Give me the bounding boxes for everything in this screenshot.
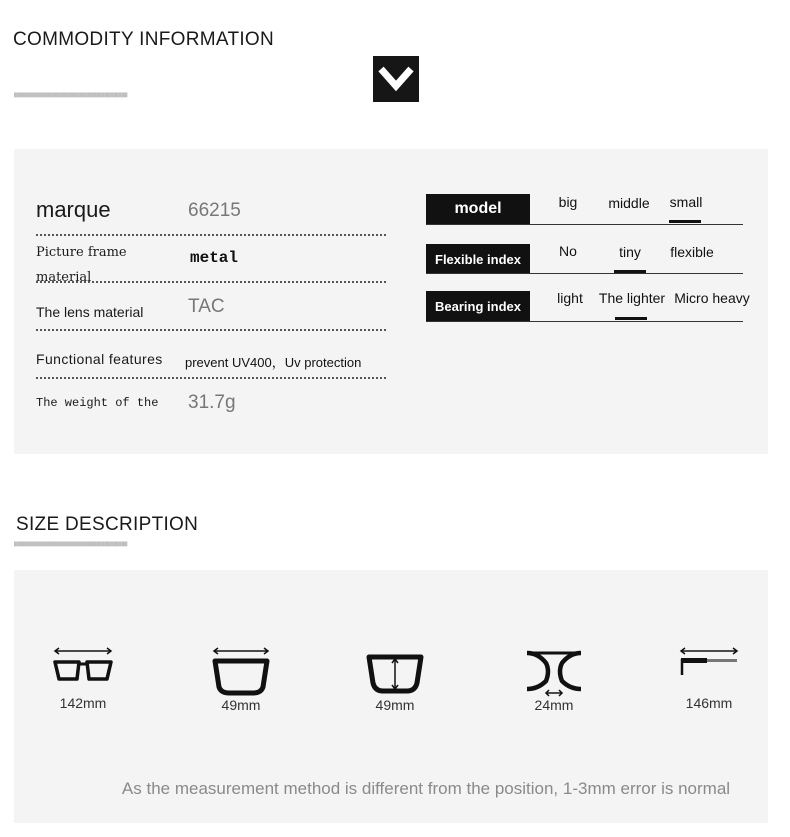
spec-label: marque xyxy=(36,197,111,222)
dotted-divider xyxy=(36,281,386,283)
rating-option: middle xyxy=(608,195,650,211)
size-section-title: SIZE DESCRIPTION xyxy=(16,514,199,535)
spec-label: The weight of the xyxy=(36,396,159,410)
spec-value: 31.7g xyxy=(188,392,236,413)
lens-height-icon xyxy=(365,645,425,697)
spec-label: Functional features xyxy=(36,351,163,367)
spec-row-lens-material xyxy=(36,295,386,323)
bridge-width-icon xyxy=(524,645,584,697)
faint-caption: ████████████████████████████████████████ xyxy=(14,541,128,546)
size-item-lens-height xyxy=(340,645,450,713)
size-value: 142mm xyxy=(59,695,107,711)
commodity-section-title: COMMODITY INFORMATION xyxy=(13,29,275,50)
spec-value: 66215 xyxy=(188,200,241,221)
size-value: 24mm xyxy=(534,697,574,713)
rating-underline xyxy=(426,224,743,225)
rating-option: big xyxy=(558,194,578,210)
spec-row-frame-material xyxy=(36,240,386,284)
faint-caption: ████████████████████████████████████████ xyxy=(14,92,128,97)
commodity-info-panel xyxy=(14,149,768,454)
size-item-temple-length xyxy=(654,645,764,711)
rating-label-flexible-index: Flexible index xyxy=(426,244,530,274)
size-panel xyxy=(14,570,768,823)
temple-length-icon xyxy=(677,645,741,685)
spec-value: metal xyxy=(190,249,239,267)
rating-selected-indicator xyxy=(615,317,647,320)
rating-label-model: model xyxy=(426,194,530,224)
size-value: 49mm xyxy=(221,697,261,713)
rating-option: Micro heavy xyxy=(674,290,750,306)
rating-option: The lighter xyxy=(598,290,666,306)
spec-row-functional-features xyxy=(36,349,386,373)
spec-label: Picture frame material xyxy=(36,245,127,285)
size-item-lens-width xyxy=(186,645,296,713)
chevron-down-icon xyxy=(373,56,419,102)
dotted-divider xyxy=(36,234,386,236)
size-item-frame-width xyxy=(28,645,138,711)
rating-underline xyxy=(426,273,743,274)
rating-selected-indicator xyxy=(669,220,701,223)
rating-label-bearing-index: Bearing index xyxy=(426,291,530,321)
rating-option: light xyxy=(557,290,583,306)
lens-width-icon xyxy=(209,645,273,697)
spec-value: TAC xyxy=(188,296,225,317)
rating-option: small xyxy=(669,194,703,210)
spec-label: The lens material xyxy=(36,304,144,320)
rating-option: flexible xyxy=(670,244,714,260)
spec-row-marque xyxy=(36,197,386,227)
spec-row-weight xyxy=(36,392,386,418)
dotted-divider xyxy=(36,377,386,379)
measurement-note: As the measurement method is different from the position, 1-3mm error is normal xyxy=(121,779,731,798)
rating-option: No xyxy=(559,243,577,259)
size-value: 146mm xyxy=(685,695,733,711)
size-item-bridge-width xyxy=(499,645,609,713)
rating-option: tiny xyxy=(619,244,641,260)
spec-value: prevent UV400，Uv protection xyxy=(185,355,362,370)
size-value: 49mm xyxy=(375,697,415,713)
frame-width-icon xyxy=(51,645,115,685)
dotted-divider xyxy=(36,329,386,331)
rating-underline xyxy=(426,321,743,322)
